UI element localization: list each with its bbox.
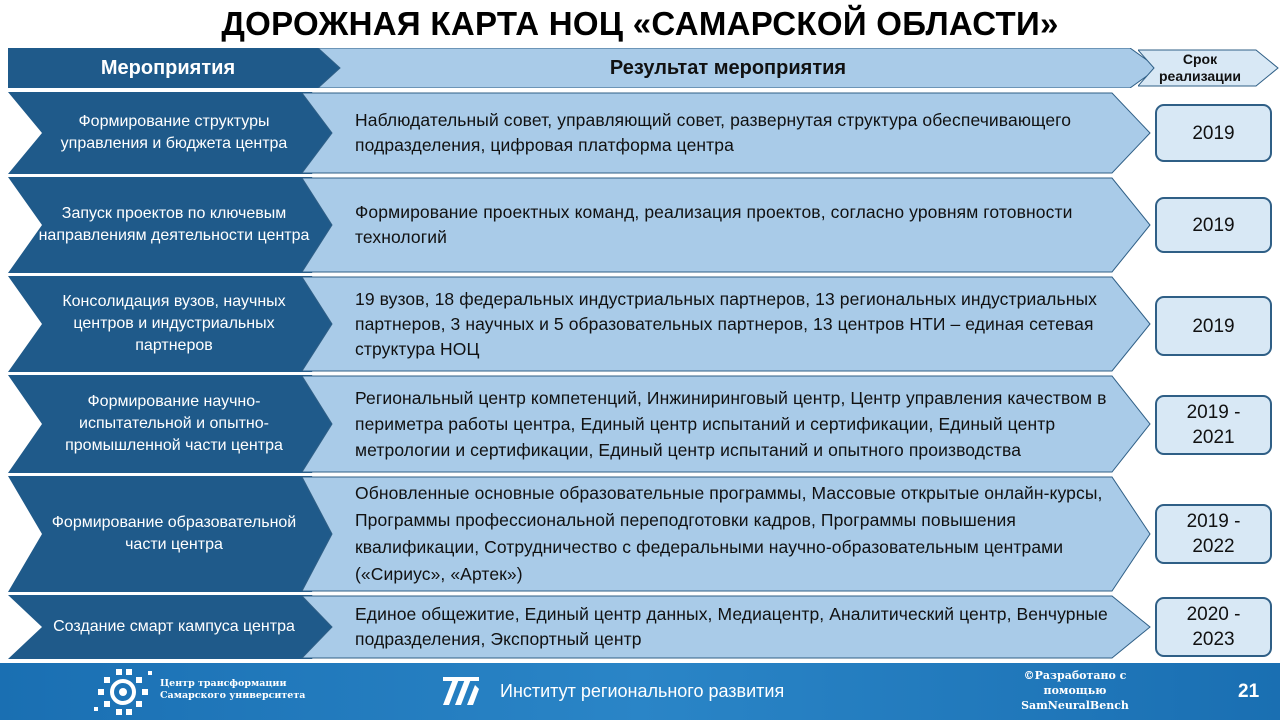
header-result bbox=[318, 48, 1160, 88]
header-events-label: Мероприятия bbox=[100, 56, 236, 79]
row-term: 2019 - 2021 bbox=[1155, 395, 1272, 455]
row-event: Запуск проектов по ключевым направлениям деятельности центра bbox=[38, 205, 310, 244]
table-row bbox=[0, 375, 1280, 474]
header-term bbox=[1138, 48, 1280, 88]
row-event: Формирование образовательной части центра bbox=[51, 514, 297, 553]
page-number: 21 bbox=[1238, 681, 1260, 702]
row-result: Обновленные основные образовательные программы, Массовые открытые онлайн-курсы, Программы профессиональной переподготовки кадров, Программы повышения квалификации, Сотрудничество с федеральными научно-образовательным центрами («Сириус», «Артек») bbox=[355, 483, 1103, 584]
row-term: 2019 bbox=[1155, 296, 1272, 356]
credit-text: ©Разработано с помощью SamNeuralBench bbox=[1021, 669, 1129, 712]
table-row bbox=[0, 595, 1280, 660]
row-event: Консолидация вузов, научных центров и индустриальных партнеров bbox=[62, 293, 286, 354]
table-row bbox=[0, 276, 1280, 373]
row-term: 2019 bbox=[1155, 197, 1272, 253]
institute-logo-icon bbox=[441, 675, 481, 707]
row-event: Формирование структуры управления и бюджета центра bbox=[60, 113, 288, 152]
center-name: Центр трансформации Самарского университета bbox=[160, 678, 306, 701]
row-result: Региональный центр компетенций, Инжиниринговый центр, Центр управления качеством в периметра работы центра, Единый центр испытаний и сертификации, Единый центр метрологии и сертификации, Единый центр испытаний и опытного производства bbox=[355, 388, 1107, 460]
table-row bbox=[0, 476, 1280, 593]
row-result: Наблюдательный совет, управляющий совет, развернутая структура обеспечивающего подразделения, цифровая платформа центра bbox=[355, 110, 1072, 155]
row-event: Формирование научно-испытательной и опытно-промышленной части центра bbox=[65, 393, 283, 454]
table-row bbox=[0, 177, 1280, 274]
footer bbox=[0, 663, 1280, 720]
table-row bbox=[0, 92, 1280, 175]
gear-logo-icon bbox=[92, 667, 156, 717]
institute-name: Институт регионального развития bbox=[500, 681, 785, 701]
row-term: 2020 - 2023 bbox=[1155, 597, 1272, 657]
row-result: 19 вузов, 18 федеральных индустриальных партнеров, 13 региональных индустриальных партнеров, 3 научных и 5 образовательных партнеров, 13 центров НТИ – единая сетевая структура НОЦ bbox=[355, 288, 1097, 359]
row-result: Единое общежитие, Единый центр данных, Медиацентр, Аналитический центр, Венчурные подразделения, Экспортный центр bbox=[355, 604, 1108, 649]
row-term: 2019 bbox=[1155, 104, 1272, 162]
header-term-label: Срок реализации bbox=[1158, 51, 1241, 84]
row-result: Формирование проектных команд, реализация проектов, согласно уровням готовности технологий bbox=[355, 202, 1073, 247]
header-result-label: Результат мероприятия bbox=[609, 56, 847, 79]
page-title: ДОРОЖНАЯ КАРТА НОЦ «САМАРСКОЙ ОБЛАСТИ» bbox=[221, 5, 1059, 42]
header-events bbox=[8, 48, 363, 88]
row-term: 2019 - 2022 bbox=[1155, 504, 1272, 564]
row-event: Создание смарт кампуса центра bbox=[53, 618, 295, 635]
